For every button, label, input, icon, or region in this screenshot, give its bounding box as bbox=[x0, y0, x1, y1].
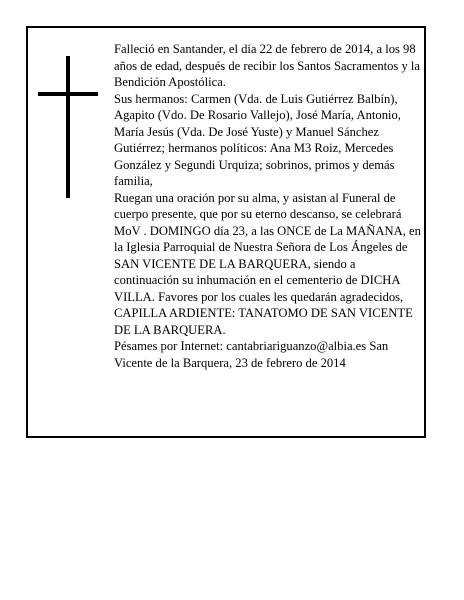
condolences-paragraph: Pésames por Internet: cantabriariguanzo@albia.es San Vicente de la Barquera, 23 de febrero de 2014 bbox=[114, 339, 389, 370]
obituary-notice bbox=[26, 26, 426, 438]
funeral-details-paragraph: Ruegan una oración por su alma, y asistan al Funeral de cuerpo presente, que por su eterno descanso, se celebrará MoV . DOMINGO día 23, a las ONCE de La MAÑANA, en la Iglesia Parroquial de Nuestra Señora de Los Ángeles de SAN VICENTE DE LA BARQUERA, siendo a continuación su inhumación en el cementerio de DICHA VILLA. Favores por los cuales les quedarán agradecidos, CAPILLA ARDIENTE: TANATOMO DE SAN VICENTE DE LA BARQUERA. bbox=[114, 190, 421, 337]
cross-horizontal-bar bbox=[38, 92, 98, 96]
obituary-text bbox=[114, 41, 422, 371]
cross-icon bbox=[38, 56, 98, 198]
family-paragraph: Sus hermanos: Carmen (Vda. de Luis Gutiérrez Balbín), Agapito (Vdo. De Rosario Vallejo), José María, Antonio, María Jesús (Vda. De José Yuste) y Manuel Sánchez Gutiérrez; hermanos políticos: Ana M3 Roiz, Mercedes González y Segundi Urquiza; sobrinos, primos y demás familia, bbox=[114, 91, 401, 188]
cross-vertical-bar bbox=[66, 56, 70, 198]
death-announcement-paragraph: Falleció en Santander, el día 22 de febrero de 2014, a los 98 años de edad, después de recibir los Santos Sacramentos y la Bendición Apostólica. bbox=[114, 42, 421, 89]
